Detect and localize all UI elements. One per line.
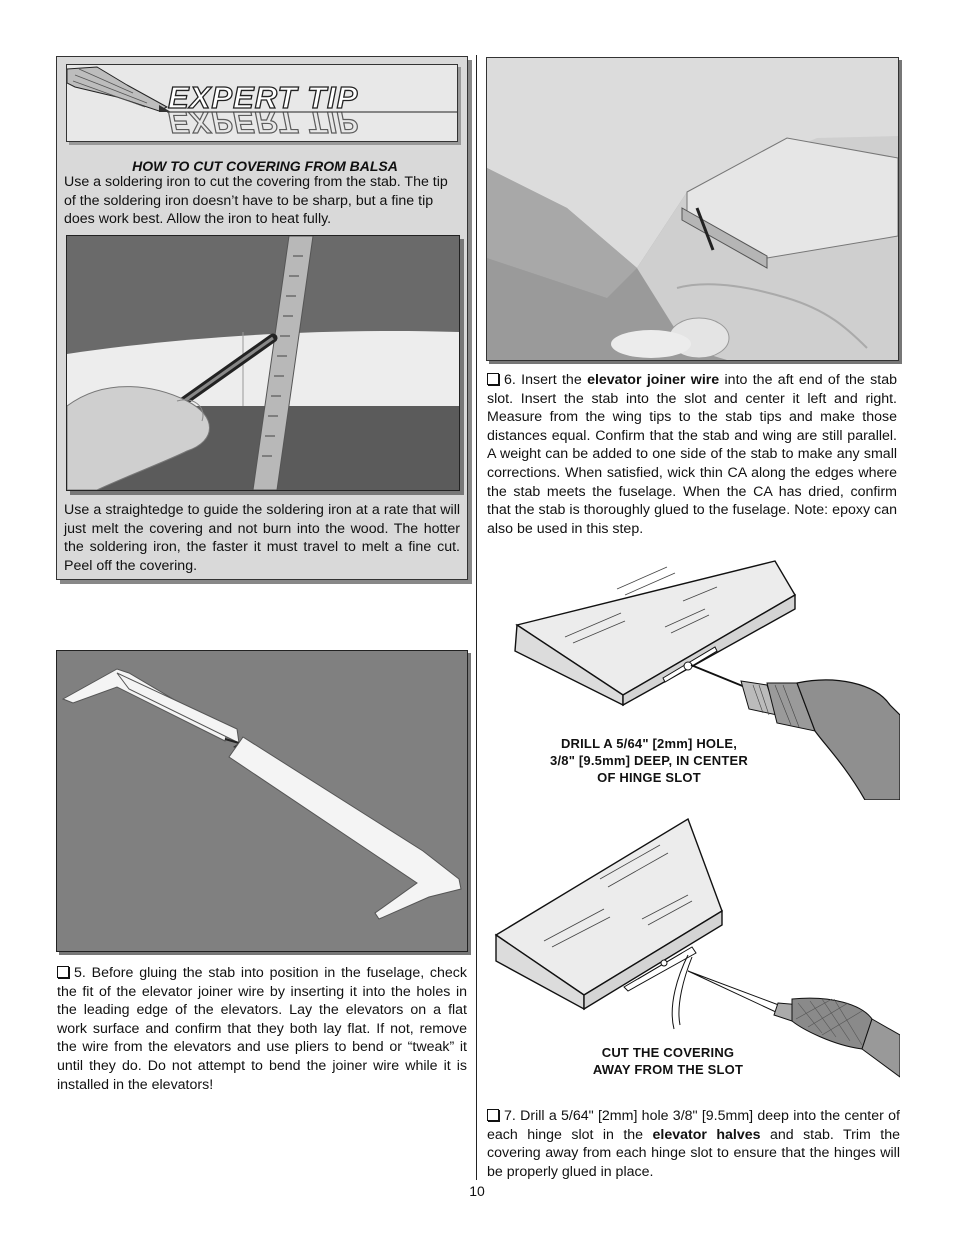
- step7-prefix: 7. Drill a 5/64" [2mm] hole 3/8" [9.5mm] deep into the center of each hinge slot in the: [487, 1108, 900, 1143]
- elevators-photo: [56, 650, 468, 952]
- expert-tip-intro: Use a soldering iron to cut the covering from the stab. The tip of the soldering iron doesn’t have to be sharp, but a fine tip does work best. Allow the iron to heat fully.: [64, 174, 448, 228]
- step6-prefix: 6. Insert the: [504, 372, 588, 388]
- step7-suffix: and stab. Trim the covering away from each hinge slot to ensure that the hinges will be properly glued in place.: [487, 1126, 901, 1180]
- expert-tip-title: HOW TO CUT COVERING FROM BALSA: [132, 158, 398, 174]
- step5-body: Before gluing the stab into position in the fuselage, check the fit of the elevator joiner wire by inserting it into the holes in the leading edge of the elevators. Lay the elevators on a flat work surface and confirm that they both lay flat. If not, remove the wire from the elevators and use pliers to bend or “tweak” it until they do. Do not attempt to bend the joiner wire while it is installed in the elevators!: [57, 965, 467, 1093]
- step7-checkbox[interactable]: [487, 1109, 499, 1121]
- step6-suffix: into the aft end of the stab slot. Insert the stab into the slot and center it left and right. Measure from the wing tips to the stab tips and make those distances equal. Confirm that the stab and wing are still parallel. A weight can be added to one side of the stab to make any small corrections. When satisfied, wick thin CA along the edges where the stab meets the fuselage. When the CA has dried, confirm that the stab is thoroughly glued to the fuselage. Note: epoxy can also be used in this step.: [487, 372, 897, 537]
- cut-caption: [560, 1044, 776, 1078]
- drill-caption-line3: OF HINGE SLOT: [597, 770, 701, 785]
- column-divider: [476, 55, 477, 1180]
- page-number: 10: [469, 1183, 485, 1199]
- soldering-photo: [66, 235, 460, 491]
- step7-bold-term: elevator halves: [652, 1126, 761, 1143]
- step6-text: [487, 371, 897, 538]
- expert-tip-banner-reflection: EXPERT TIP: [168, 105, 359, 140]
- drill-caption-line1: DRILL A 5/64" [2mm] HOLE,: [560, 736, 738, 751]
- expert-tip-body: Use a straightedge to guide the soldering iron at a rate that will just melt the covering and not burn into the wood. The hotter the soldering iron, the faster it must travel to melt a fine cut. Peel off the covering.: [64, 502, 460, 574]
- step7-text: [487, 1107, 900, 1181]
- step6-bold-term: elevator joiner wire: [587, 372, 720, 388]
- step5-number: 5.: [74, 965, 86, 981]
- step6-checkbox[interactable]: [487, 373, 499, 385]
- step5-text: [57, 964, 467, 1094]
- drill-caption-line2: 3/8" [9.5mm] DEEP, IN CENTER: [550, 753, 748, 768]
- step5-checkbox[interactable]: [57, 966, 69, 978]
- drill-caption: [540, 735, 758, 786]
- expert-tip-banner: EXPERT TIP: [168, 80, 359, 115]
- stab-installation-photo: [486, 57, 899, 361]
- cut-caption-line1: CUT THE COVERING: [601, 1045, 735, 1060]
- cut-caption-line2: AWAY FROM THE SLOT: [592, 1062, 744, 1077]
